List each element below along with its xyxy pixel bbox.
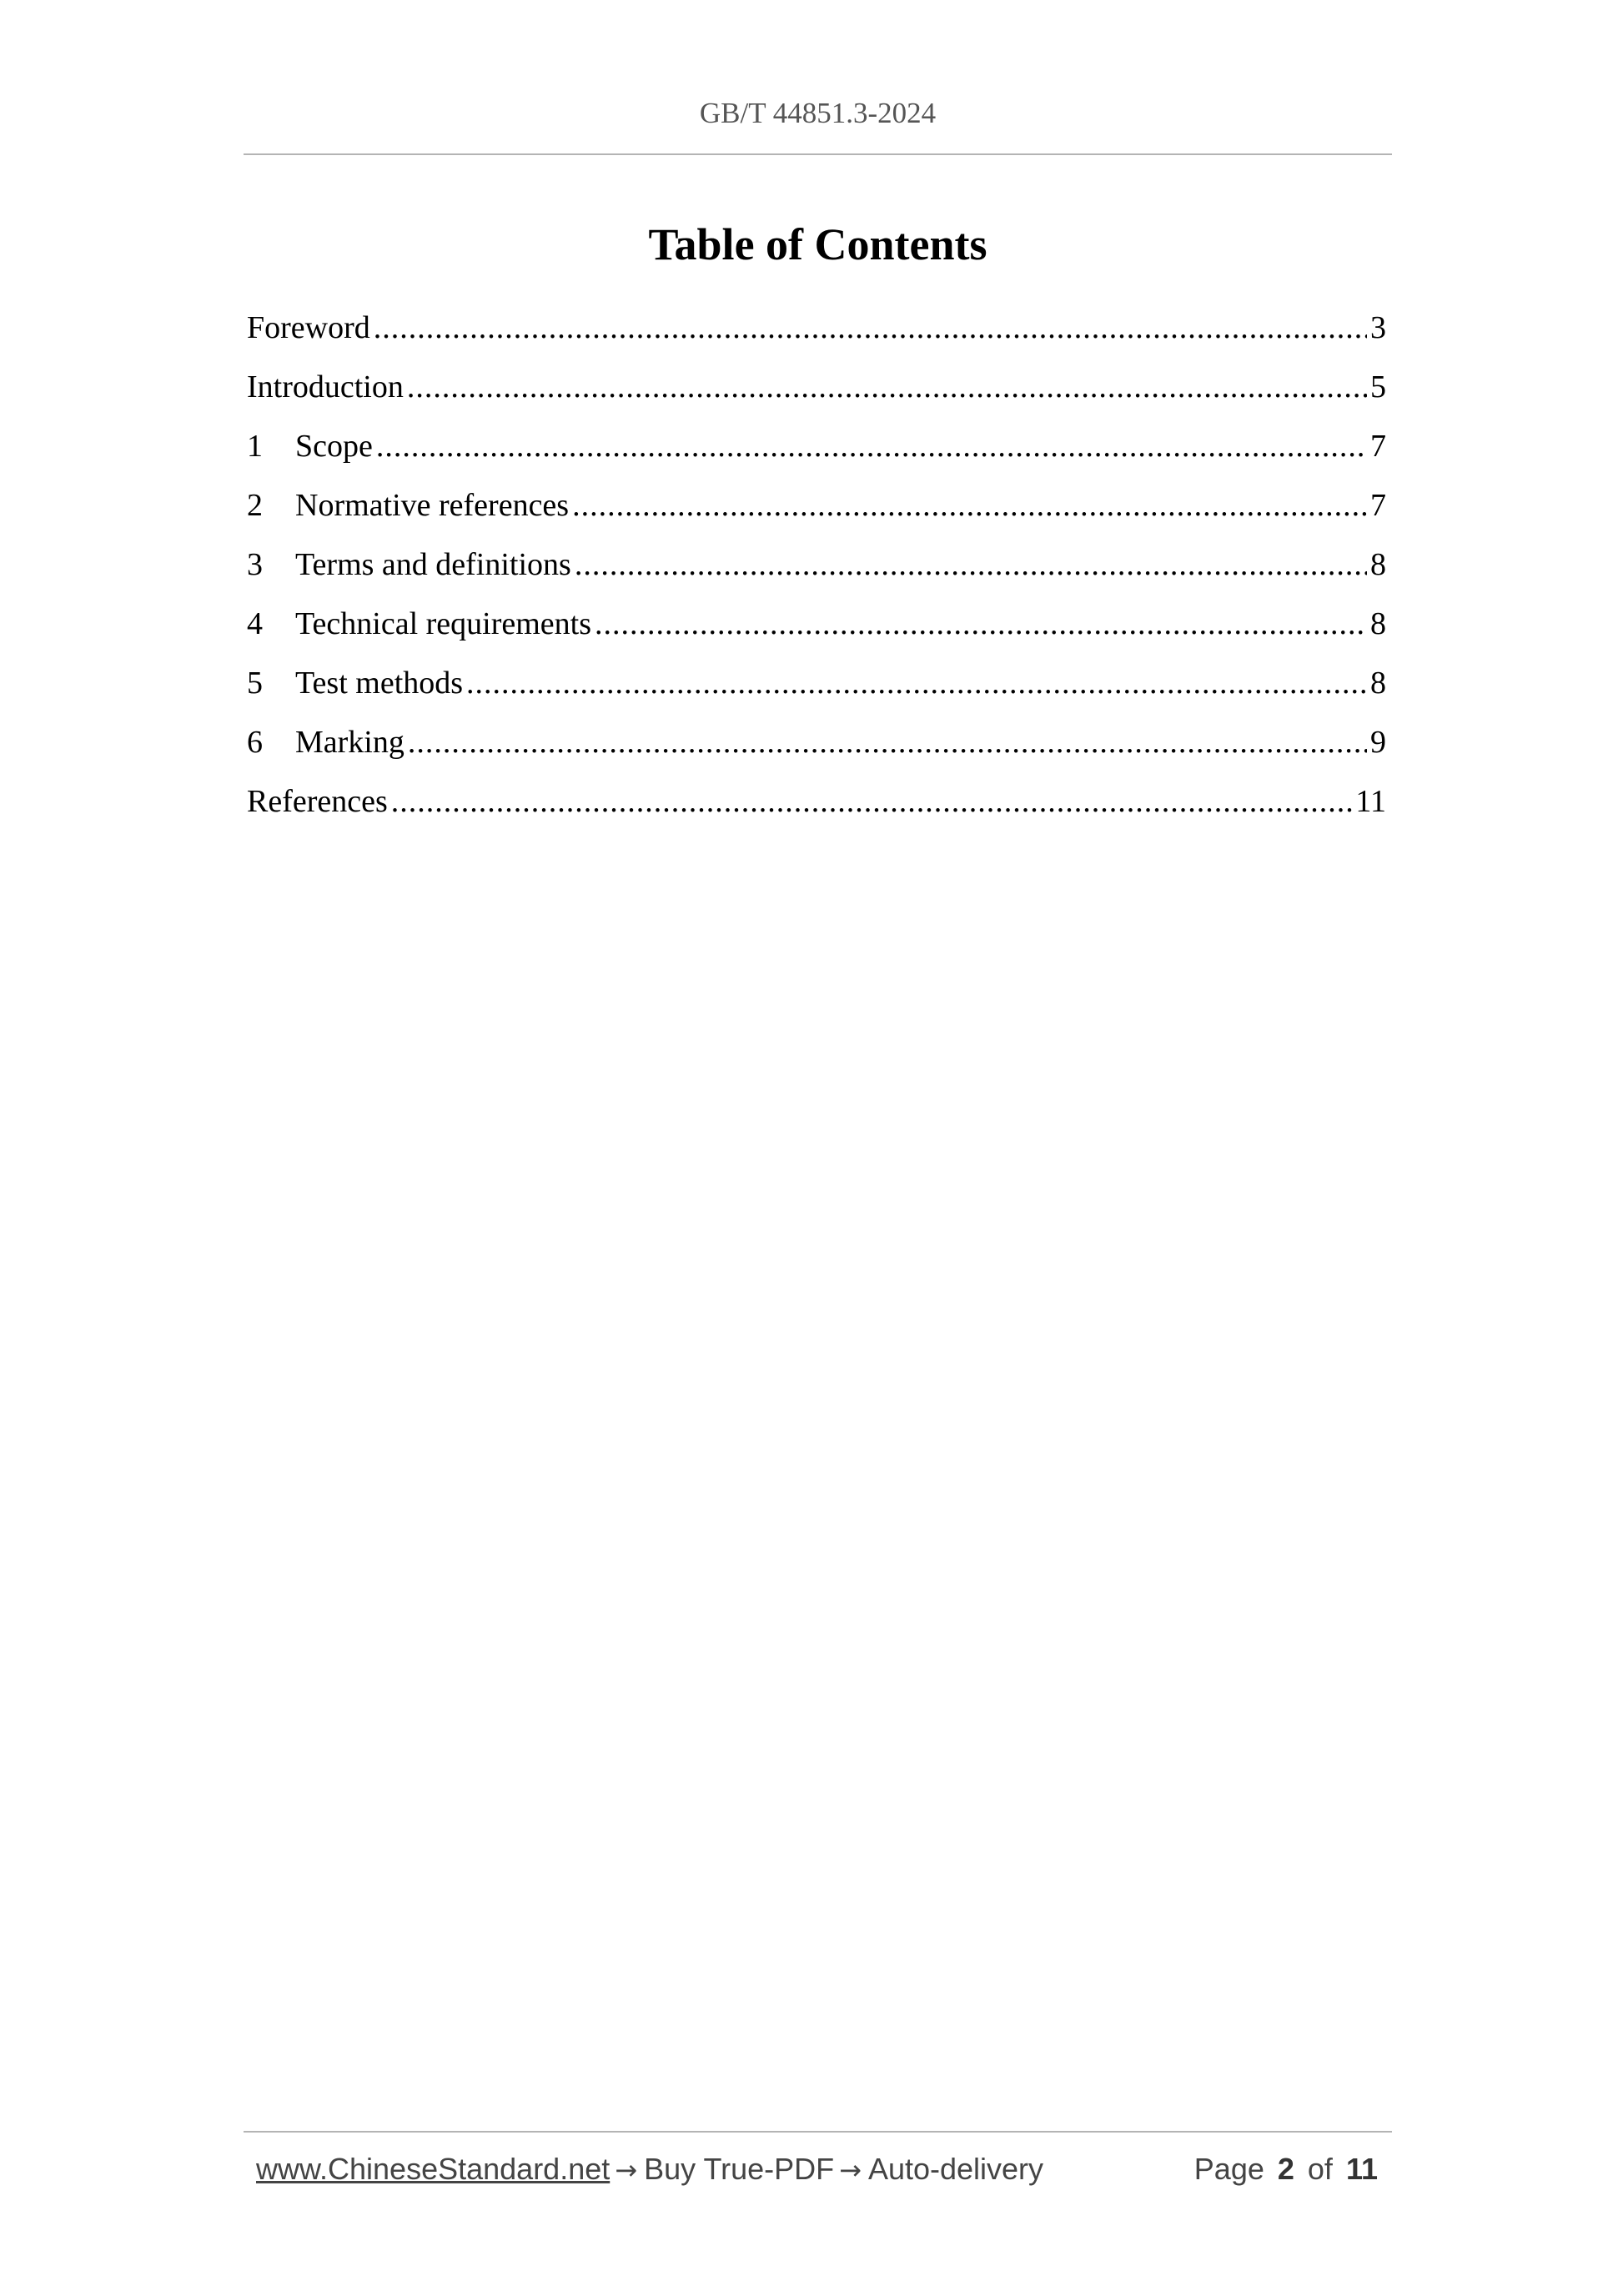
toc-entry-page: 7 xyxy=(1370,429,1386,464)
toc-entry-technical-requirements[interactable] xyxy=(247,603,1386,662)
toc-entry-scope[interactable] xyxy=(247,425,1386,485)
page-indicator xyxy=(1194,2152,1378,2187)
toc-entry-label: Terms and definitions xyxy=(295,547,571,582)
toc-entry-label: Scope xyxy=(295,429,373,464)
toc-entry-page: 3 xyxy=(1370,310,1386,345)
toc-entry-label: References xyxy=(247,784,388,819)
right-arrow-icon: → xyxy=(615,2154,638,2186)
auto-delivery-text: Auto-delivery xyxy=(867,2152,1044,2186)
toc-entry-page: 7 xyxy=(1370,488,1386,523)
page-header: GB/T 44851.3-2024 xyxy=(699,97,937,129)
toc-dot-leader xyxy=(391,781,1353,822)
toc-dot-leader xyxy=(595,603,1367,645)
toc-entry-page: 11 xyxy=(1355,784,1386,819)
toc-entry-page: 8 xyxy=(1370,666,1386,701)
page-footer xyxy=(256,2152,1378,2193)
toc-entry-number: 1 xyxy=(247,429,263,464)
toc-entry-number: 4 xyxy=(247,606,263,641)
toc-entry-label: Normative references xyxy=(295,488,570,523)
toc-entry-label: Introduction xyxy=(247,369,404,404)
toc-dot-leader xyxy=(572,485,1367,526)
toc-entry-number: 3 xyxy=(247,547,263,582)
toc-list xyxy=(247,307,1386,840)
toc-entry-page: 9 xyxy=(1370,725,1386,760)
toc-title: Table of Contents xyxy=(648,219,987,269)
total-pages-number: 11 xyxy=(1345,2152,1378,2186)
toc-entry-terms-and-definitions[interactable] xyxy=(247,544,1386,603)
right-arrow-icon: → xyxy=(839,2154,862,2186)
site-link[interactable]: www.ChineseStandard.net xyxy=(256,2152,611,2186)
toc-dot-leader xyxy=(575,544,1367,585)
toc-entry-number: 6 xyxy=(247,725,263,760)
toc-dot-leader xyxy=(466,662,1367,704)
toc-entry-label: Test methods xyxy=(295,666,464,701)
page-word: Page xyxy=(1193,2152,1264,2186)
header-divider xyxy=(244,153,1392,155)
toc-entry-label: Technical requirements xyxy=(295,606,592,641)
toc-dot-leader xyxy=(408,721,1367,763)
toc-dot-leader xyxy=(374,307,1367,349)
toc-entry-normative-references[interactable] xyxy=(247,485,1386,544)
current-page-number: 2 xyxy=(1277,2152,1294,2186)
toc-dot-leader xyxy=(407,366,1367,408)
toc-entry-label: Foreword xyxy=(247,310,370,345)
toc-entry-page: 8 xyxy=(1370,547,1386,582)
toc-entry-number: 2 xyxy=(247,488,263,523)
toc-entry-foreword[interactable] xyxy=(247,307,1386,366)
toc-entry-test-methods[interactable] xyxy=(247,662,1386,721)
toc-entry-references[interactable] xyxy=(247,781,1386,840)
of-word: of xyxy=(1307,2152,1333,2186)
toc-entry-label: Marking xyxy=(295,725,404,760)
footer-promo xyxy=(256,2152,1043,2187)
toc-entry-page: 8 xyxy=(1370,606,1386,641)
footer-divider xyxy=(244,2131,1392,2133)
toc-entry-introduction[interactable] xyxy=(247,366,1386,425)
toc-dot-leader xyxy=(376,425,1367,467)
toc-entry-page: 5 xyxy=(1370,369,1386,404)
toc-entry-marking[interactable] xyxy=(247,721,1386,781)
buy-true-pdf-text: Buy True-PDF xyxy=(644,2152,835,2186)
toc-entry-number: 5 xyxy=(247,666,263,701)
